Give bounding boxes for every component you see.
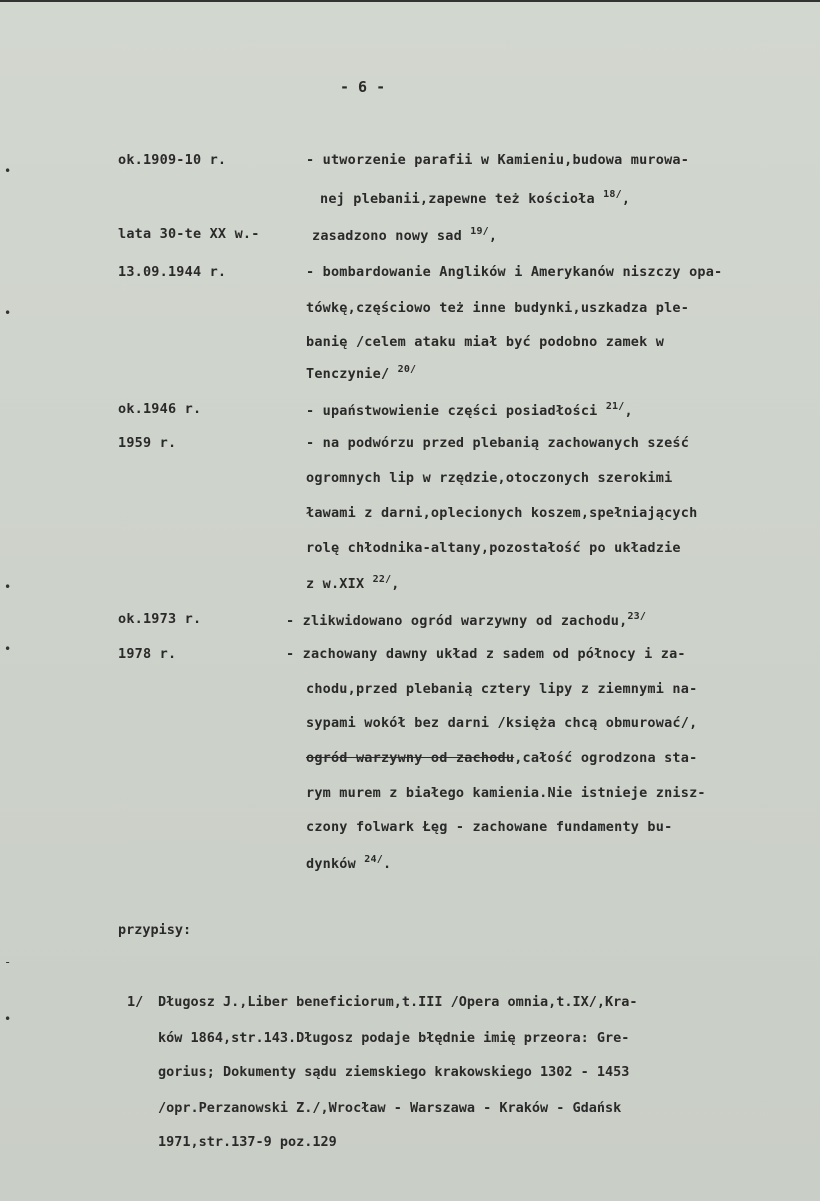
footnote-ref: 24/ xyxy=(364,854,383,865)
footnote-ref: 20/ xyxy=(397,364,417,375)
page-number: - 6 - xyxy=(340,78,386,96)
entry-line: - zachowany dawny układ z sadem od północy i za- xyxy=(286,646,686,662)
entry-line: rym murem z białego kamienia.Nie istnieje znisz- xyxy=(306,785,706,801)
footnote-ref: 18/ xyxy=(603,189,622,200)
margin-mark: - xyxy=(4,955,12,969)
entry-line: banię /celem ataku miał być podobno zamek w xyxy=(306,334,665,350)
entry-line: czony folwark Łęg - zachowane fundamenty bu- xyxy=(306,819,673,835)
margin-mark: • xyxy=(4,580,12,594)
entry-date: ok.1946 r. xyxy=(118,401,202,417)
entry-line: ławami z darni,oplecionych koszem,spełniających xyxy=(306,505,698,521)
entry-line: chodu,przed plebanią cztery lipy z ziemnymi na- xyxy=(306,681,698,697)
margin-mark: • xyxy=(4,1012,12,1026)
entry-date: 1959 r. xyxy=(118,435,177,451)
entry-line: - upaństwowienie części posiadłości $^{21/}$, xyxy=(306,401,633,419)
footnotes-heading: przypisy: xyxy=(118,922,192,938)
entry-line: Tenczynie/ $^{20/}$ xyxy=(306,364,417,382)
entry-line: - na podwórzu przed plebanią zachowanych sześć xyxy=(306,435,690,451)
entry-line: rolę chłodnika-altany,pozostałość po układzie xyxy=(306,540,681,556)
footnote-line: gorius; Dokumenty sądu ziemskiego krakowskiego 1302 - 1453 xyxy=(158,1064,630,1080)
entry-line: dynków $^{24/}$. xyxy=(306,854,392,872)
entry-line: zasadzono nowy sad $^{19/}$, xyxy=(312,226,498,244)
struck-text: ogród warzywny od zachodu xyxy=(306,750,515,766)
entry-line: nej plebanii,zapewne też kościoła $^{18/}$, xyxy=(320,189,631,207)
footnote-ref: 22/ xyxy=(372,574,392,585)
entry-date: 13.09.1944 r. xyxy=(118,264,227,280)
footnote-ref: 21/ xyxy=(605,401,625,412)
margin-mark: • xyxy=(4,642,12,656)
footnote-line: /opr.Perzanowski Z./,Wrocław - Warszawa - Kraków - Gdańsk xyxy=(158,1100,622,1116)
entry-line: - bombardowanie Anglików i Amerykanów niszczy opa- xyxy=(306,264,723,280)
margin-mark: • xyxy=(4,306,12,320)
footnote-ref: 23/ xyxy=(627,611,647,622)
footnote-line: ków 1864,str.143.Długosz podaje błędnie imię przeora: Gre- xyxy=(158,1030,630,1046)
entry-date: ok.1973 r. xyxy=(118,611,202,627)
entry-line: sypami wokół bez darni /księża chcą obmurować/, xyxy=(306,715,698,731)
entry-date: ok.1909-10 r. xyxy=(118,152,227,168)
entry-line: z w.XIX $^{22/}$, xyxy=(306,574,400,592)
margin-mark: • xyxy=(4,164,12,178)
entry-line: - utworzenie parafii w Kamieniu,budowa murowa- xyxy=(306,152,690,168)
entry-date: 1978 r. xyxy=(118,646,177,662)
entry-date: lata 30-te XX w.- xyxy=(118,226,260,242)
entry-line: tówkę,częściowo też inne budynki,uszkadza ple- xyxy=(306,300,690,316)
entry-line-struck: ogród warzywny od zachodu,całość ogrodzona sta- xyxy=(306,750,698,766)
footnote-line: Długosz J.,Liber beneficiorum,t.III /Opera omnia,t.IX/,Kra- xyxy=(158,994,638,1010)
entry-line: - zlikwidowano ogród warzywny od zachodu,$^{23/}$ xyxy=(286,611,647,629)
entry-line: ogromnych lip w rzędzie,otoczonych szerokimi xyxy=(306,470,673,486)
footnote-line: 1971,str.137-9 poz.129 xyxy=(158,1134,337,1150)
footnote-number: 1/ xyxy=(127,994,144,1010)
footnote-ref: 19/ xyxy=(470,226,489,237)
